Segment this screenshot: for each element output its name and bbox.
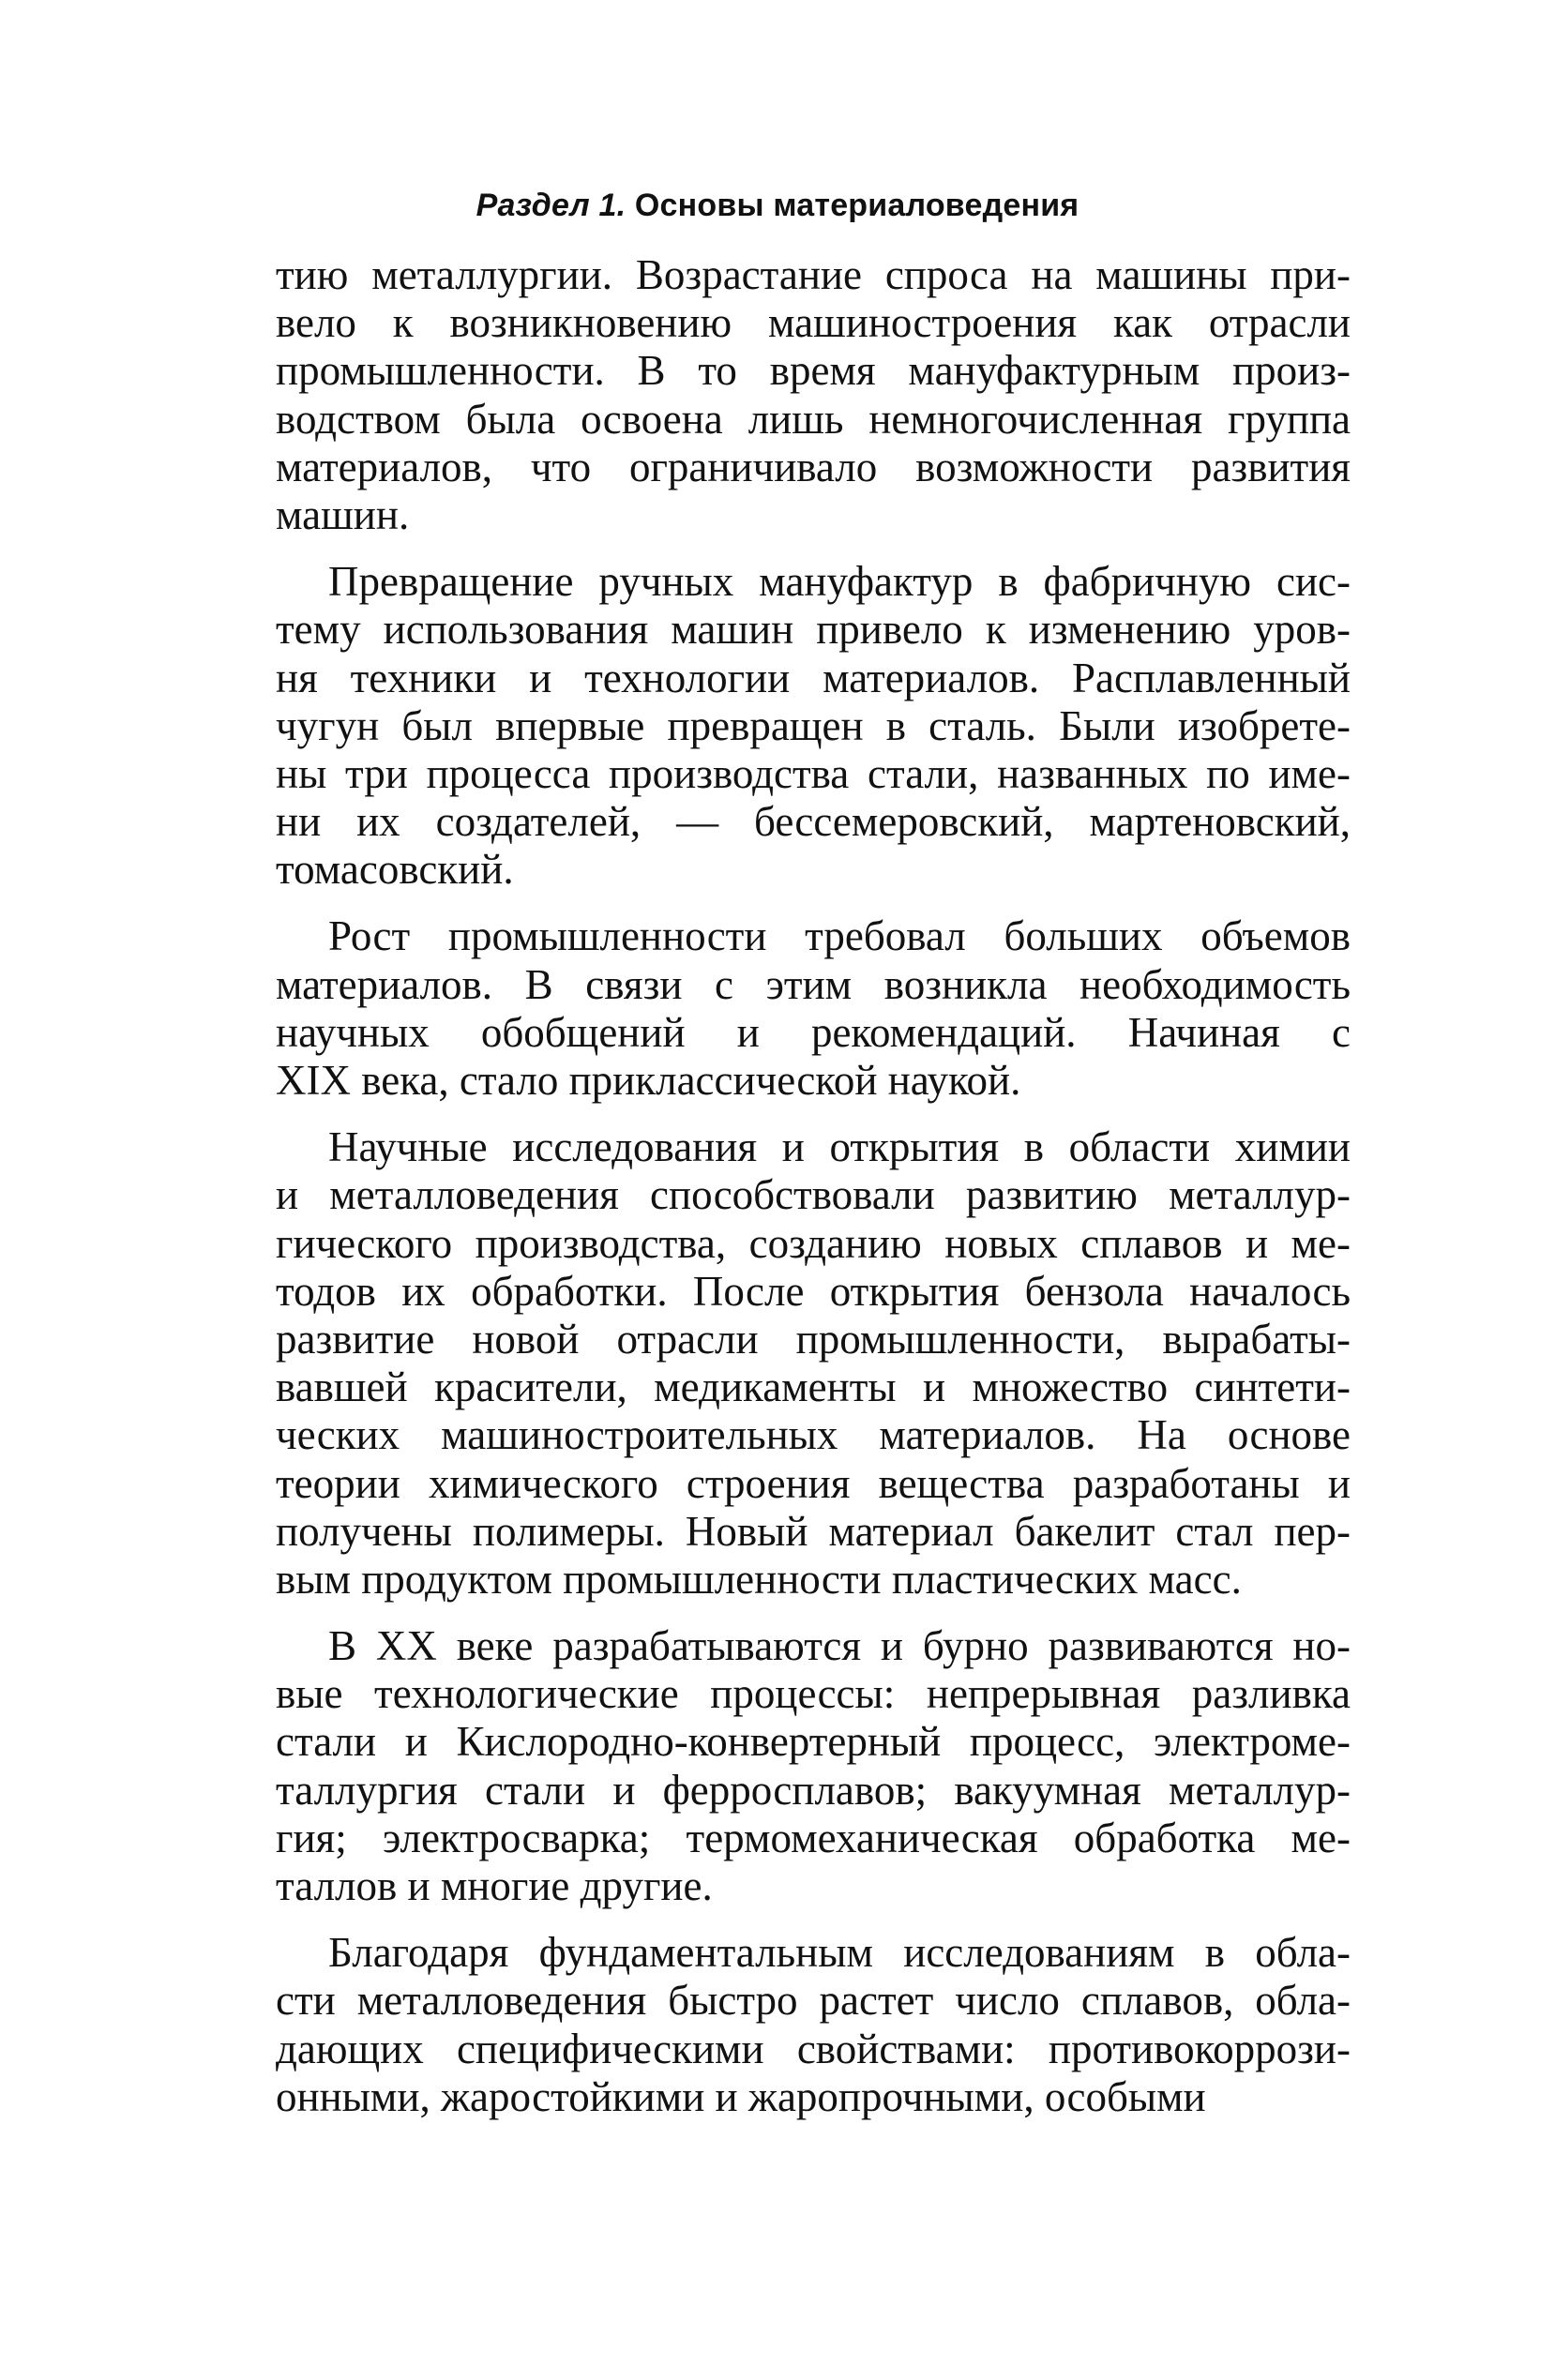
text-line: вело к возникновению машиностроения как отрасли: [276, 299, 1351, 347]
text-line: онными, жаростойкими и жаропрочными, особыми: [276, 2072, 1206, 2120]
text-line: машин.: [276, 490, 410, 538]
text-line: развитие новой отрасли промышленности, вырабаты-: [276, 1315, 1351, 1363]
section-title: Основы материаловедения: [634, 188, 1079, 223]
text-line: ня техники и технологии материалов. Расплавленный: [276, 654, 1351, 701]
paragraph: [276, 912, 1351, 1105]
text-line: Рост промышленности требовал больших объемов: [328, 912, 1351, 960]
text-line: и металловедения способствовали развитию металлур-: [276, 1171, 1351, 1219]
text-line: получены полимеры. Новый материал бакелит стал пер-: [276, 1507, 1351, 1555]
text-line: материалов, что ограничивало возможности развития: [276, 443, 1351, 490]
text-line: водством была освоена лишь немногочисленная группа: [276, 395, 1351, 443]
text-line: тодов их обработки. После открытия бензола началось: [276, 1267, 1351, 1315]
text-line: вые технологические процессы: непрерывная разливка: [276, 1670, 1351, 1718]
text-line: дающих специфическими свойствами: противокоррози-: [276, 2025, 1351, 2072]
text-line: тему использования машин привело к изменению уров-: [276, 606, 1351, 654]
text-line: стали и Кислородно-конвертерный процесс, электроме-: [276, 1718, 1351, 1766]
text-line: тию металлургии. Возрастание спроса на машины при-: [276, 251, 1351, 298]
text-line: сти металловедения быстро растет число сплавов, обла-: [276, 1977, 1351, 2025]
text-line: вым продуктом промышленности пластических масс.: [276, 1555, 1242, 1603]
text-line: чугун был впервые превращен в сталь. Были изобрете-: [276, 701, 1351, 749]
text-line: В XX веке разрабатываются и бурно развиваются но-: [328, 1622, 1351, 1670]
text-line: Превращение ручных мануфактур в фабричную сис-: [328, 558, 1351, 606]
running-header: [0, 188, 1555, 224]
text-line: ческих машиностроительных материалов. На основе: [276, 1411, 1351, 1459]
text-line: таллов и многие другие.: [276, 1862, 713, 1909]
paragraph: [276, 1123, 1351, 1604]
text-line: XIX века, стало приклассической наукой.: [276, 1057, 1021, 1104]
section-label: Раздел 1.: [476, 188, 627, 223]
text-line: промышленности. В то время мануфактурным произ-: [276, 347, 1351, 395]
paragraph: [276, 1622, 1351, 1910]
text-line: ны три процесса производства стали, названных по име-: [276, 749, 1351, 797]
text-line: Научные исследования и открытия в области химии: [328, 1123, 1351, 1171]
text-line: гия; электросварка; термомеханическая обработка ме-: [276, 1814, 1351, 1861]
text-line: томасовский.: [276, 846, 514, 894]
text-line: ни их создателей, — бессемеровский, мартеновский,: [276, 798, 1351, 846]
text-line: научных обобщений и рекомендаций. Начиная с: [276, 1008, 1351, 1056]
paragraph: [276, 251, 1351, 539]
body-text: [276, 251, 1351, 2140]
paragraph: [276, 558, 1351, 894]
text-line: гического производства, созданию новых сплавов и ме-: [276, 1219, 1351, 1267]
text-line: Благодаря фундаментальным исследованиям в обла-: [328, 1929, 1351, 1977]
text-line: материалов. В связи с этим возникла необходимость: [276, 960, 1351, 1008]
text-line: таллургия стали и ферросплавов; вакуумная металлур-: [276, 1766, 1351, 1814]
text-line: теории химического строения вещества разработаны и: [276, 1459, 1351, 1507]
text-line: вавшей красители, медикаменты и множество синтети-: [276, 1363, 1351, 1411]
paragraph: [276, 1929, 1351, 2121]
